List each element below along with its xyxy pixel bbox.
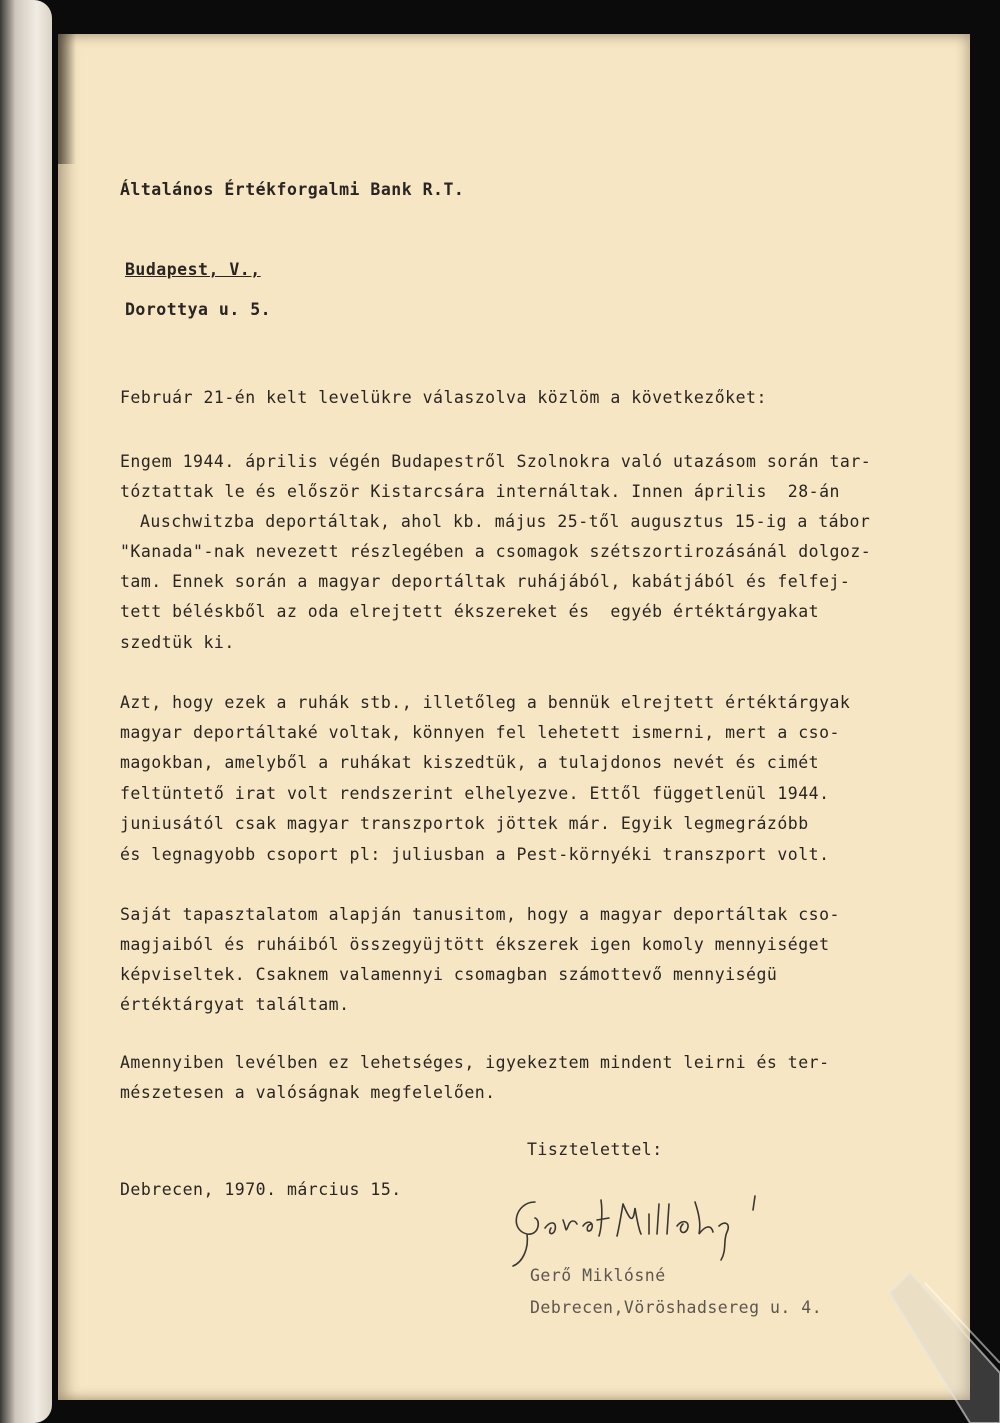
adjacent-page-edge [0,0,52,1423]
addressee-street: Dorottya u. 5. [125,300,272,319]
closing-salutation: Tisztelettel: [527,1140,663,1159]
paragraph-1-line: szedtük ki. [120,633,235,652]
paragraph-1-line: tóztattak le és először Kistarcsára internáltak. Innen április 28-án [120,482,840,501]
addressee-company: Általános Értékforgalmi Bank R.T. [120,180,465,199]
paragraph-1-line: tam. Ennek során a magyar deportáltak ruhájából, kabátjából és felfej- [120,572,851,591]
handwritten-signature [505,1190,775,1270]
paragraph-2-line: Azt, hogy ezek a ruhák stb., illetőleg a bennük elrejtett értéktárgyak [120,693,851,712]
paragraph-1-line: Auschwitzba deportáltak, ahol kb. május 25-től augusztus 15-ig a tábor [140,512,871,531]
paragraph-3-line: Saját tapasztalatom alapján tanusitom, hogy a magyar deportáltak cso- [120,905,840,924]
signer-name: Gerő Miklósné [530,1266,666,1285]
signer-address: Debrecen,Vöröshadsereg u. 4. [530,1298,823,1317]
paragraph-2-line: és legnagyobb csoport pl: juliusban a Pest-környéki transzport volt. [120,845,830,864]
paragraph-1-line: Engem 1944. április végén Budapestről Szolnokra való utazásom során tar- [120,452,872,471]
paragraph-3-line: értéktárgyat találtam. [120,995,350,1014]
date-line: Debrecen, 1970. március 15. [120,1180,402,1199]
paragraph-2-line: juniusától csak magyar transzportok jöttek már. Egyik legmegrázóbb [120,814,809,833]
glass-page-weight [870,1263,1000,1423]
paragraph-3-line: képviseltek. Csaknem valamennyi csomagban számottevő mennyiségü [120,965,778,984]
paragraph-2-line: magokban, amelyből a ruhákat kiszedtük, a tulajdonos nevét és cimét [120,753,820,772]
intro-line: Február 21-én kelt levelükre válaszolva közlöm a következőket: [120,388,767,407]
paragraph-3-line: magjaiból és ruháiból összegyüjtött ékszerek igen komoly mennyiséget [120,935,830,954]
paragraph-1-line: tett béléskből az oda elrejtett ékszereket és egyéb értéktárgyakat [120,602,820,621]
paragraph-4-line: Amennyiben levélben ez lehetséges, igyekeztem mindent leirni és ter- [120,1053,830,1072]
paragraph-4-line: mészetesen a valóságnak megfelelően. [120,1083,496,1102]
paragraph-2-line: feltüntető irat volt rendszerint elhelyezve. Ettől függetlenül 1944. [120,784,830,803]
paragraph-2-line: magyar deportáltaké voltak, könnyen fel lehetett ismerni, mert a cso- [120,723,840,742]
paragraph-1-line: "Kanada"-nak nevezett részlegében a csomagok szétszortirozásánál dolgoz- [120,542,872,561]
sheet-edge-smudge [58,34,76,164]
addressee-city: Budapest, V., [125,260,261,279]
